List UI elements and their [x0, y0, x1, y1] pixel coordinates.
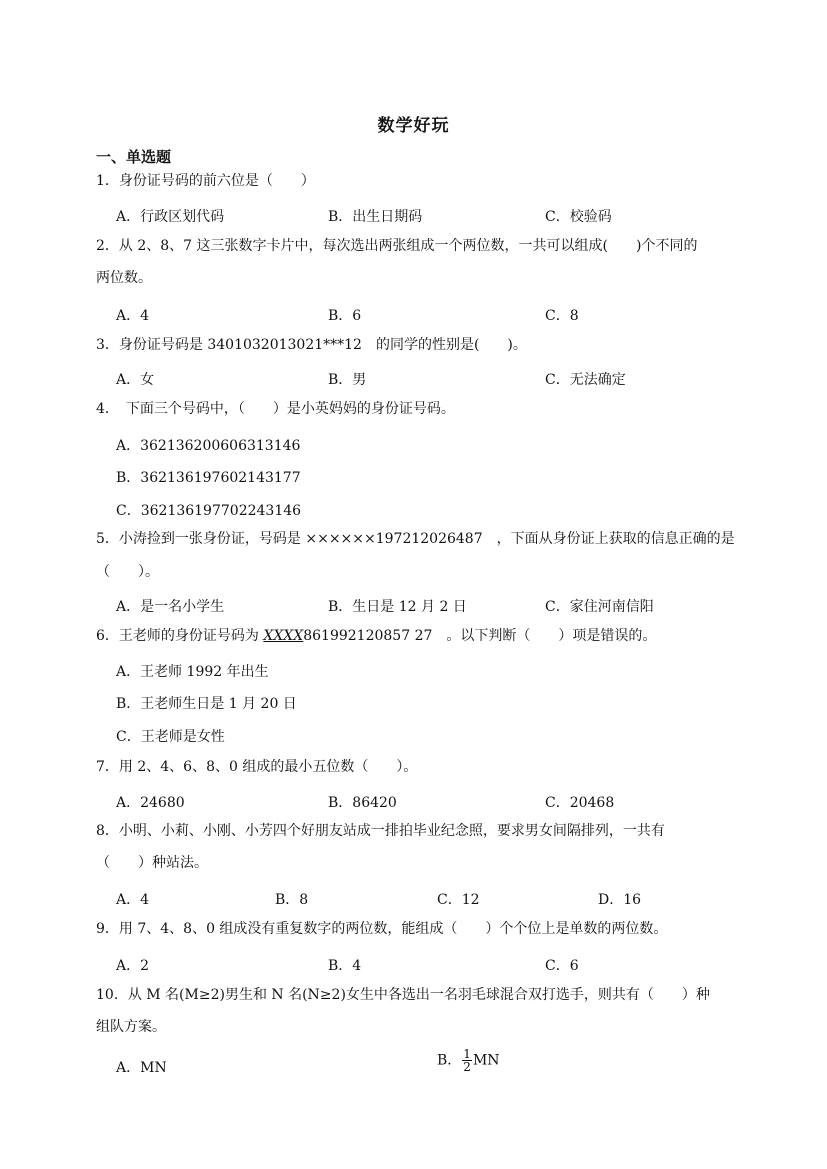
question-2-option-a: A．4 [116, 308, 150, 324]
question-10-option-a: A．MN [116, 1060, 167, 1076]
question-2-stem-line2: 两位数。 [96, 270, 152, 286]
question-9-option-a: A．2 [116, 958, 150, 974]
question-9-option-c: C．6 [545, 958, 579, 974]
question-6-masked-digits: XXXX [263, 628, 304, 644]
question-1-option-c: C．校验码 [545, 209, 612, 225]
question-7-option-c: C．20468 [545, 795, 615, 811]
question-1-option-a: A．行政区划代码 [116, 209, 225, 225]
question-7-stem: 7．用 2、4、6、8、0 组成的最小五位数（ ）。 [96, 759, 418, 775]
question-8-option-d: D．16 [598, 892, 642, 908]
question-7-option-b: B．86420 [328, 795, 397, 811]
question-6-option-b: B．王老师生日是 1 月 20 日 [116, 696, 297, 712]
question-8-stem-line1: 8．小明、小莉、小刚、小芳四个好朋友站成一排拍毕业纪念照，要求男女间隔排列，一共有 [96, 823, 665, 839]
question-4-stem: 4． 下面三个号码中，（ ）是小英妈妈的身份证号码。 [96, 401, 455, 417]
question-3-option-b: B．男 [328, 372, 367, 388]
question-10-option-b-suffix: MN [472, 1052, 500, 1069]
question-6-option-c: C．王老师是女性 [116, 729, 225, 745]
question-9-stem: 9．用 7、4、8、0 组成没有重复数字的两位数，能组成（ ）个个位上是单数的两位数。 [96, 921, 668, 937]
question-6-option-a: A．王老师 1992 年出生 [116, 664, 269, 680]
question-5-stem-line1: 5．小涛捡到一张身份证，号码是 ××××××197212026487 ，下面从身份证上获取的信息正确的是 [96, 531, 735, 547]
question-3-option-c: C．无法确定 [545, 372, 626, 388]
question-8-option-c: C．12 [437, 892, 480, 908]
fraction [462, 1048, 472, 1073]
question-2-stem-line1: 2．从 2、8、7 这三张数字卡片中，每次选出两张组成一个两位数，一共可以组成( )个不同的 [96, 238, 698, 254]
question-4-option-a: A．362136200606313146 [116, 438, 301, 454]
question-10-stem-line2: 组队方案。 [96, 1019, 166, 1035]
section-heading: 一、单选题 [96, 148, 172, 166]
fraction-numerator: 1 [463, 1047, 471, 1061]
question-6-stem-pre: 6．王老师的身份证号码为 [96, 628, 264, 644]
question-10-option-b-prefix: B． [437, 1052, 462, 1069]
question-3-stem: 3．身份证号码是 3401032013021***12 的同学的性别是( )。 [96, 337, 527, 353]
question-8-option-a: A．4 [116, 892, 150, 908]
question-2-option-b: B．6 [328, 308, 362, 324]
question-7-option-a: A．24680 [116, 795, 185, 811]
question-2-option-c: C．8 [545, 308, 579, 324]
question-4-option-b: B．362136197602143177 [116, 470, 301, 486]
page-title: 数学好玩 [377, 116, 450, 136]
question-6-stem-post: 861992120857 27 。以下判断（ ）项是错误的。 [303, 628, 657, 644]
question-5-stem-line2: （ ）。 [96, 564, 159, 580]
question-9-option-b: B．4 [328, 958, 362, 974]
question-4-option-c: C．362136197702243146 [116, 503, 302, 519]
question-10-stem-line1: 10．从 M 名(M≥2)男生和 N 名(N≥2)女生中各选出一名羽毛球混合双打选手，则共有（ ）种 [96, 987, 710, 1003]
question-1-stem: 1．身份证号码的前六位是（ ） [96, 173, 315, 189]
question-5-option-a: A．是一名小学生 [116, 599, 225, 615]
question-3-option-a: A．女 [116, 372, 155, 388]
question-6-stem [96, 620, 746, 652]
question-1-option-b: B．出生日期码 [328, 209, 423, 225]
question-5-option-c: C．家住河南信阳 [545, 599, 654, 615]
question-8-stem-line2: （ ）种站法。 [96, 855, 208, 871]
question-10-option-b [437, 1048, 500, 1073]
question-8-option-b: B．8 [275, 892, 309, 908]
question-5-option-b: B．生日是 12 月 2 日 [328, 599, 467, 615]
fraction-denominator: 2 [463, 1060, 471, 1074]
